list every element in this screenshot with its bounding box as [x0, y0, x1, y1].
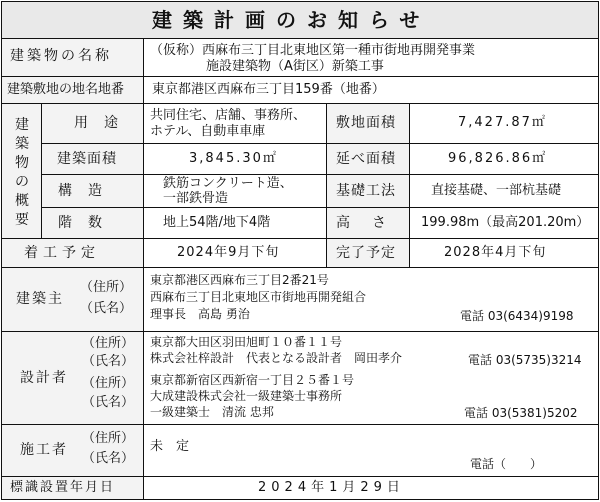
page-title: 建築計画のお知らせ: [152, 8, 431, 32]
designer-name-label: （氏名）: [82, 354, 135, 369]
floors-value: 地上54階/地下4階: [163, 215, 271, 230]
owner-rep: 理事長 高島 勇治: [150, 307, 250, 321]
building-name-line1: （仮称）西麻布三丁目北東地区第一種市街地再開発事業: [150, 43, 476, 58]
total-floor-area-value: 96,826.86㎡: [448, 151, 548, 166]
col-divider: [326, 103, 327, 267]
floors-label: 階数: [58, 215, 118, 231]
contractor-name-label: （氏名）: [82, 451, 135, 466]
row-divider: [2, 476, 598, 477]
notice-board: [1, 1, 599, 500]
designer-name-label: （氏名）: [82, 395, 135, 410]
col-divider: [409, 103, 410, 267]
designer2-name: 大成建設株式会社一級建築士事務所: [150, 389, 343, 403]
building-name-label: 建築物の名称: [10, 48, 112, 64]
designer-label: 設計者: [20, 370, 68, 386]
owner-name-label: （氏名）: [80, 301, 133, 316]
start-label: 着工予定: [24, 245, 100, 261]
row-divider: [2, 424, 598, 425]
foundation-label: 基礎工法: [336, 183, 396, 199]
designer2-address: 東京都新宿区西新宿一丁目２５番１号: [150, 373, 355, 387]
owner-address: 東京都港区西麻布三丁目2番21号: [150, 273, 329, 287]
total-floor-area-label: 延べ面積: [336, 151, 396, 167]
overview-label: 建築物の概要: [15, 117, 29, 228]
structure-value-line2: 一部鉄骨造: [163, 191, 229, 206]
col-divider: [41, 103, 42, 238]
row-divider: [2, 103, 598, 104]
start-value: 2024年9月下旬: [177, 245, 280, 260]
designer-addr-label: （住所）: [82, 336, 135, 351]
row-divider: [42, 174, 598, 175]
owner-phone: 電話 03(6434)9198: [460, 309, 574, 323]
row-divider: [42, 207, 598, 208]
designer-addr-label: （住所）: [82, 376, 135, 391]
building-area-label: 建築面積: [57, 151, 117, 167]
building-area-value: 3,845.30㎡: [189, 151, 278, 166]
site-address-value: 東京都港区西麻布三丁目159番（地番）: [152, 82, 385, 97]
sign-date-label: 標識設置年月日: [10, 480, 116, 495]
row-divider: [42, 143, 598, 144]
height-value: 199.98m（最高201.20m）: [421, 215, 590, 230]
row-divider: [2, 331, 598, 332]
designer1-name: 株式会社梓設計 代表となる設計者 岡田孝介: [150, 351, 403, 365]
designer1-address: 東京都大田区羽田旭町１０番１１号: [150, 335, 343, 349]
use-value-line2: ホテル、自動車車庫: [150, 124, 266, 139]
contractor-label: 施工者: [20, 442, 68, 458]
designer2-phone: 電話 03(5381)5202: [464, 406, 578, 420]
site-address-label: 建築敷地の地名地番: [7, 82, 125, 97]
height-label: 高さ: [336, 215, 408, 231]
end-label: 完了予定: [336, 245, 396, 261]
col-divider: [143, 38, 144, 499]
site-area-value: 7,427.87㎡: [458, 115, 547, 130]
building-name-line2: 施設建築物（A街区）新築工事: [206, 59, 384, 74]
owner-addr-label: （住所）: [80, 280, 133, 295]
owner-org: 西麻布三丁目北東地区市街地再開発組合: [150, 290, 367, 304]
contractor-phone: 電話（ ）: [470, 457, 543, 471]
foundation-value: 直接基礎、一部杭基礎: [431, 183, 562, 198]
use-value-line1: 共同住宅、店舗、事務所、: [150, 108, 307, 123]
designer1-phone: 電話 03(5735)3214: [468, 353, 582, 367]
structure-label: 構造: [58, 183, 118, 199]
row-divider: [2, 38, 598, 39]
row-divider: [2, 267, 598, 268]
sign-date-value: 2024年1月29日: [258, 480, 405, 495]
site-area-label: 敷地面積: [336, 115, 396, 131]
row-divider: [2, 238, 598, 239]
owner-label: 建築主: [16, 291, 64, 307]
designer2-person: 一級建築士 清流 忠邦: [150, 405, 274, 419]
use-label: 用途: [74, 115, 134, 131]
contractor-value: 未 定: [150, 439, 190, 454]
contractor-addr-label: （住所）: [82, 431, 135, 446]
row-divider: [2, 76, 598, 77]
end-value: 2028年4月下旬: [444, 245, 547, 260]
structure-value-line1: 鉄筋コンクリート造、: [163, 176, 293, 191]
